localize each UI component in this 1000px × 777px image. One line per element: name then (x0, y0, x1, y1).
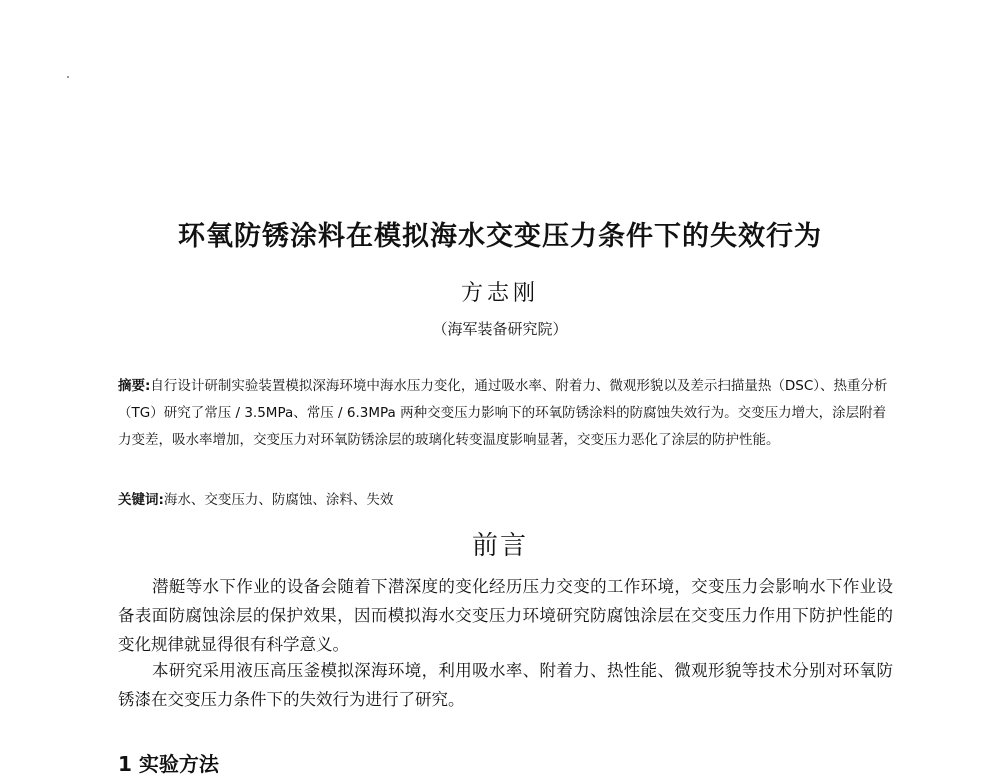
scan-speck (67, 76, 69, 78)
body-paragraph: 本研究采用液压高压釜模拟深海环境，利用吸水率、附着力、热性能、微观形貌等技术分别对环氧防锈漆在交变压力条件下的失效行为进行了研究。 (118, 661, 893, 709)
section-heading-preface: 前言 (471, 531, 528, 561)
keywords (118, 487, 893, 514)
affiliation: （海军装备研究院） (432, 320, 568, 338)
keywords-text: 海水、交变压力、防腐蚀、涂料、失效 (163, 492, 394, 508)
abstract-text: 自行设计研制实验装置模拟深海环境中海水压力变化，通过吸水率、附着力、微观形貌以及差示扫描量热（DSC）、热重分析（TG）研究了常压 / 3.5MPa、常压 / 6.3MPa 两种交变压力影响下的环氧防锈涂料的防腐蚀失效行为。交变压力增大，涂层附着力变差，吸水率增加，交变压力对环氧防锈涂层的玻璃化转变温度影响显著，交变压力恶化了涂层的防护性能。 (118, 378, 888, 448)
paper-title: 环氧防锈涂料在模拟海水交变压力条件下的失效行为 (178, 221, 822, 252)
abstract (118, 373, 893, 454)
keywords-label: 关键词: (118, 492, 164, 508)
abstract-label: 摘要: (118, 378, 151, 394)
body-paragraph: 潜艇等水下作业的设备会随着下潜深度的变化经历压力交变的工作环境，交变压力会影响水下作业设备表面防腐蚀涂层的保护效果，因而模拟海水交变压力环境研究防腐蚀涂层在交变压力作用下防护性能的变化规律就显得很有科学意义。 (118, 577, 893, 654)
section-heading-methods: 1 实验方法 (118, 752, 219, 776)
author-name: 方志刚 (460, 281, 539, 306)
